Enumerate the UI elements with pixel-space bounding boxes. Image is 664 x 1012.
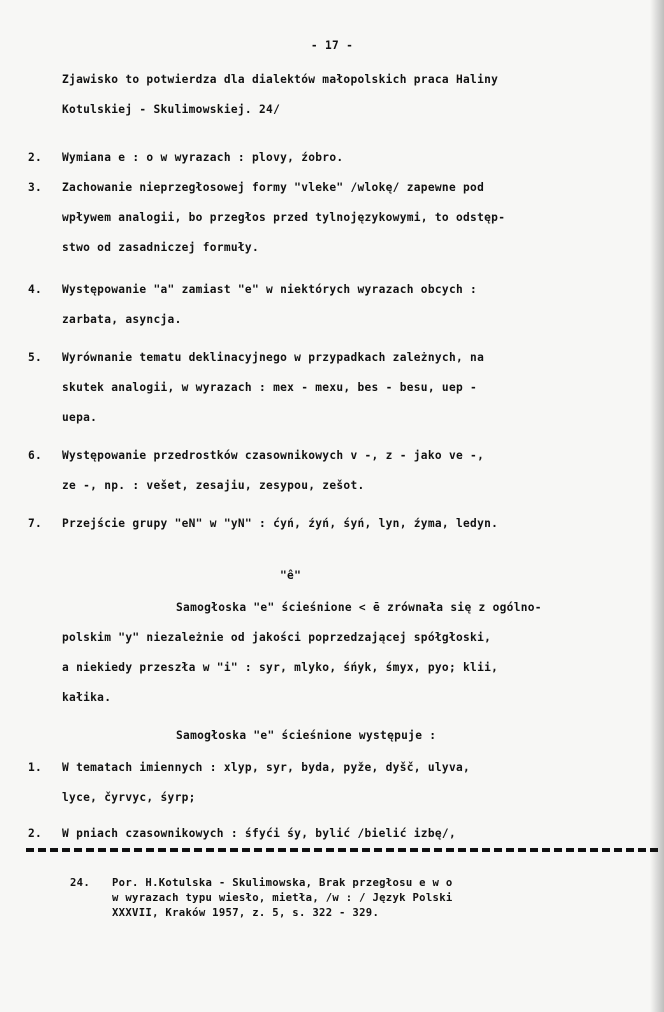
list-item-text: W tematach imiennych : xlyp, syr, byda, pyže, dyšč, ulyva, [62, 761, 471, 774]
footnote-number: 24. [70, 877, 91, 889]
item-number: 6. [28, 449, 43, 462]
paragraph-line: kałika. [62, 691, 112, 704]
item-number: 2. [28, 151, 43, 164]
item-text: uepa. [62, 411, 98, 424]
intro-line-2: Kotulskiej - Skulimowskiej. 24/ [62, 103, 281, 116]
page-number: - 17 - [310, 39, 354, 52]
item-text: Wymiana e : o w wyrazach : plovy, źobro. [62, 151, 344, 164]
item-text: Występowanie przedrostków czasownikowych v -, z - jako ve -, [62, 449, 485, 462]
paragraph-line: polskim "y" niezależnie od jakości poprzedzającej spółgłoski, [62, 631, 492, 644]
item-text: Zachowanie nieprzegłosowej formy "vleke" /wlokę/ zapewne pod [62, 181, 485, 194]
item-text: skutek analogii, w wyrazach : mex - mexu, bes - besu, uep - [62, 381, 478, 394]
item-text: stwo od zasadniczej formuły. [62, 241, 259, 254]
list-item-number: 2. [28, 827, 43, 840]
item-number: 7. [28, 517, 43, 530]
item-text: Występowanie "a" zamiast "e" w niektórych wyrazach obcych : [62, 283, 478, 296]
intro-line-1: Zjawisko to potwierdza dla dialektów małopolskich praca Haliny [62, 73, 499, 86]
item-text: Wyrównanie tematu deklinacyjnego w przypadkach zależnych, na [62, 351, 485, 364]
item-text: ze -, np. : vešet, zesajiu, zesypou, zešot. [62, 479, 365, 492]
list-item-number: 1. [28, 761, 43, 774]
footnote-line: XXXVII, Kraków 1957, z. 5, s. 322 - 329. [112, 907, 380, 919]
item-text: wpływem analogii, bo przegłos przed tylnojęzykowymi, to odstęp- [62, 211, 506, 224]
item-text: Przejście grupy "eN" w "yN" : ćyń, źyń, śyń, lyn, źyma, ledyn. [62, 517, 499, 530]
list-item-text: W pniach czasownikowych : śfyći śy, bylić /bielić izbę/, [62, 827, 456, 840]
item-text: zarbata, asyncja. [62, 313, 182, 326]
item-number: 3. [28, 181, 43, 194]
paragraph-line: a niekiedy przeszła w "i" : syr, mlyko, śńyk, śmyx, pyo; klii, [62, 661, 499, 674]
footnote-line: w wyrazach typu wiesło, mietła, /w : / Język Polski [112, 892, 453, 904]
paragraph-line: Samogłoska "e" ścieśnione < ē zrównała się z ogólno- [176, 601, 542, 614]
subheading: Samogłoska "e" ścieśnione występuje : [176, 729, 437, 742]
section-heading: "ê" [280, 569, 302, 582]
footnote-line: Por. H.Kotulska - Skulimowska, Brak przegłosu e w o [112, 877, 453, 889]
list-item-text: lyce, čyrvyc, śyrp; [62, 791, 196, 804]
item-number: 5. [28, 351, 43, 364]
item-number: 4. [28, 283, 43, 296]
footnote-separator [26, 848, 658, 862]
